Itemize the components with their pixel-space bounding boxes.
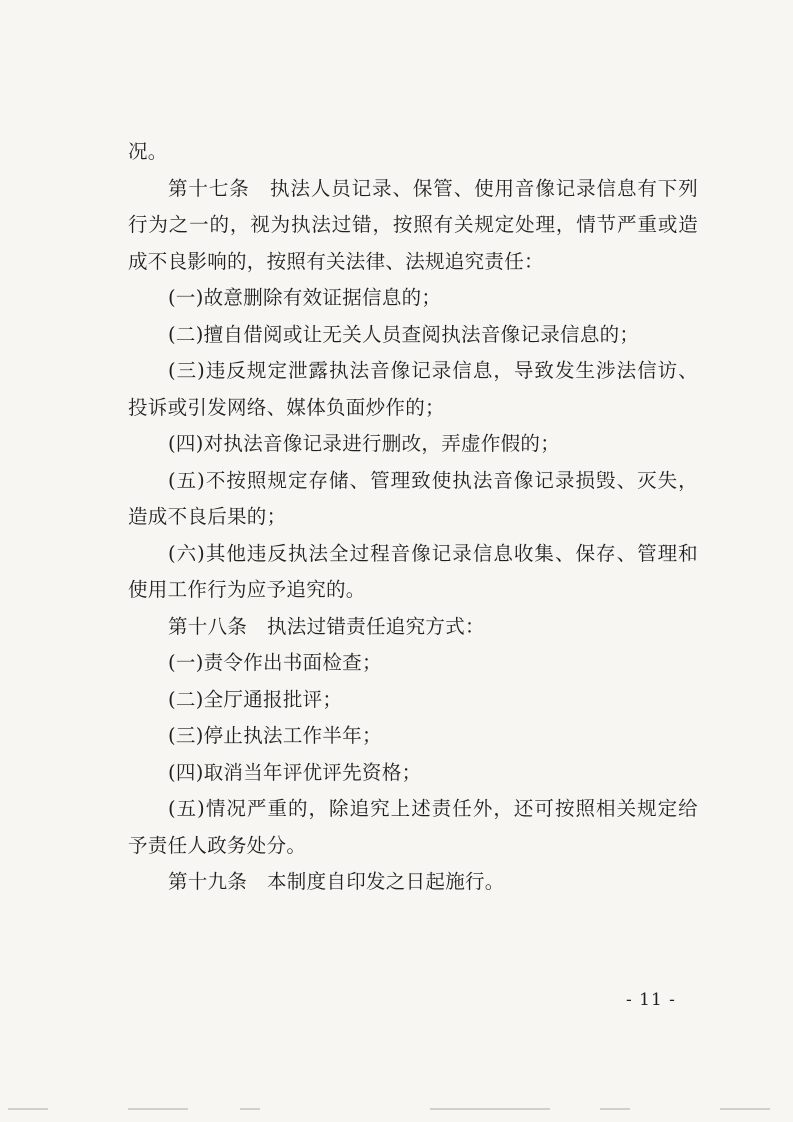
page-number: - 11 - xyxy=(626,990,676,1010)
list-item: (三)停止执法工作半年； xyxy=(168,724,382,747)
text-line: 投诉或引发网络、媒体负面炒作的； xyxy=(128,395,445,419)
scan-edge-marks xyxy=(0,1104,793,1114)
text-line: 行为之一的，视为执法过错，按照有关规定处理，情节严重或造 xyxy=(128,213,698,236)
article-18-heading: 第十八条 执法过错责任追究方式： xyxy=(168,614,485,638)
list-item: (二)全厅通报批评； xyxy=(168,687,343,711)
list-item: (四)取消当年评优评先资格； xyxy=(168,760,422,784)
scan-mark xyxy=(430,1108,550,1110)
article-17-heading: 第十七条 执法人员记录、保管、使用音像记录信息有下列 xyxy=(168,176,698,200)
text-line: 造成不良后果的； xyxy=(128,505,287,528)
list-item: (四)对执法音像记录进行删改，弄虚作假的； xyxy=(168,432,561,455)
list-item: (五)情况严重的，除追究上述责任外，还可按照相关规定给 xyxy=(168,797,698,820)
text-line: 予责任人政务处分。 xyxy=(128,833,307,857)
text-line: 况。 xyxy=(128,140,168,163)
list-item: (六)其他违反执法全过程音像记录信息收集、保存、管理和 xyxy=(168,541,698,565)
scan-mark xyxy=(600,1108,630,1110)
text-line: 成不良影响的，按照有关法律、法规追究责任： xyxy=(128,249,544,273)
text-line: 使用工作行为应予追究的。 xyxy=(128,578,366,601)
list-item: (三)违反规定泄露执法音像记录信息，导致发生涉法信访、 xyxy=(168,359,698,382)
scan-mark xyxy=(720,1108,770,1110)
scan-mark xyxy=(240,1108,260,1110)
scan-mark xyxy=(128,1108,188,1110)
list-item: (二)擅自借阅或让无关人员查阅执法音像记录信息的； xyxy=(168,322,640,346)
article-19-heading: 第十九条 本制度自印发之日起施行。 xyxy=(168,870,505,893)
list-item: (一)责令作出书面检查； xyxy=(168,651,382,674)
list-item: (五)不按照规定存储、管理致使执法音像记录损毁、灭失， xyxy=(168,468,698,492)
scan-mark xyxy=(8,1108,48,1110)
list-item: (一)故意删除有效证据信息的； xyxy=(168,286,442,309)
document-body xyxy=(128,134,698,901)
